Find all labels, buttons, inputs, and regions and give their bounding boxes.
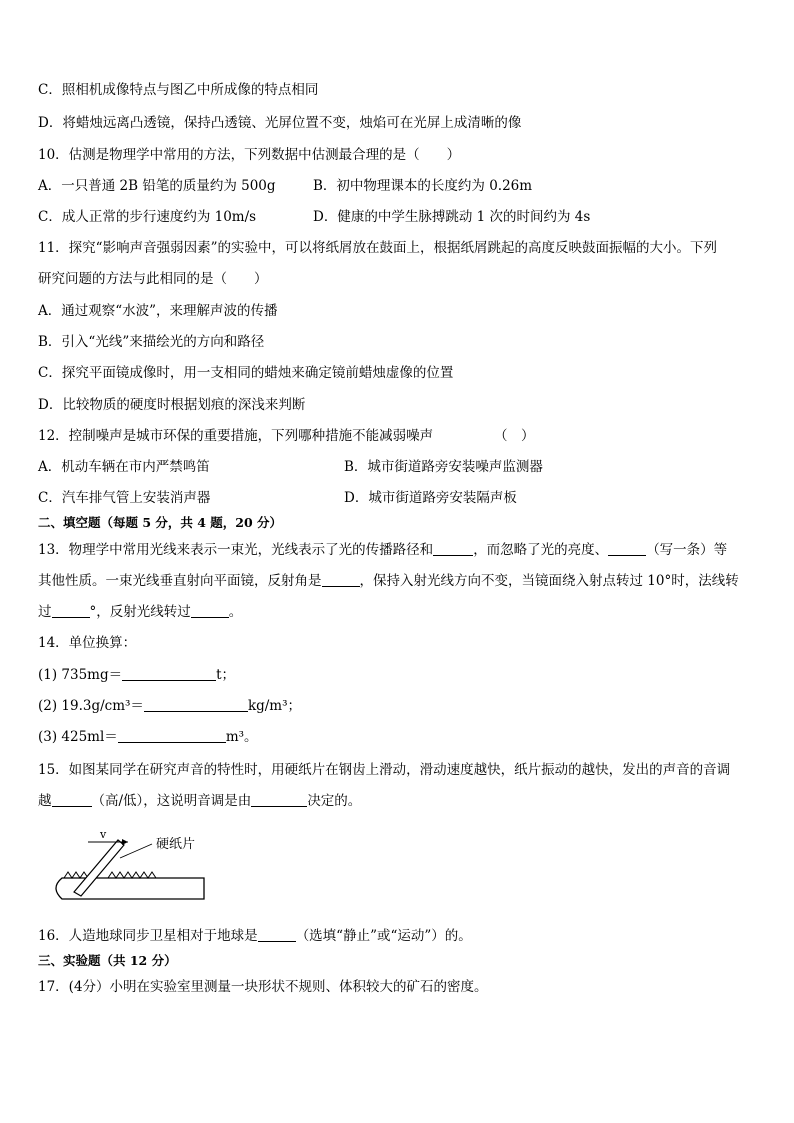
q11-stem-line1: 11．探究“影响声音强弱因素”的实验中，可以将纸屑放在鼓面上，根据纸屑跳起的高度反映鼓面振幅的大小。下列	[38, 240, 717, 256]
q12-option-c: C．汽车排气管上安装消声器	[38, 490, 211, 506]
q14-text: kg/m³；	[247, 698, 302, 714]
q13-line2	[38, 572, 739, 590]
comb-cardboard-figure	[44, 826, 214, 906]
q10-option-c: C．成人正常的步行速度约为 10m/s	[38, 209, 257, 225]
q14-text: m³。	[225, 729, 258, 745]
q10-option-a: A．一只普通 2B 铅笔的质量约为 500g	[38, 178, 276, 194]
comb-teeth-left	[64, 872, 88, 878]
q13-line3	[38, 603, 242, 621]
q11-stem-line2: 研究问题的方法与此相同的是（ ）	[38, 271, 268, 287]
q9-option-d: D．将蜡烛远离凸透镜，保持凸透镜、光屏位置不变，烛焰可在光屏上成清晰的像	[38, 115, 522, 131]
q13-text: 其他性质。一束光线垂直射向平面镜，反射角是	[38, 573, 322, 589]
q17-stem: 17．(4分）小明在实验室里测量一块形状不规则、体积较大的矿石的密度。	[38, 979, 488, 995]
answer-blank[interactable]	[258, 927, 296, 942]
q10-option-d: D．健康的中学生脉搏跳动 1 次的时间约为 4s	[313, 209, 591, 225]
q11-option-a: A．通过观察“水波”，来理解声波的传播	[38, 303, 278, 319]
q13-text: 13．物理学中常用光线来表示一束光，光线表示了光的传播路径和	[38, 542, 434, 558]
section-heading-experiment: 三、实验题（共 12 分）	[38, 953, 177, 968]
answer-blank[interactable]	[52, 792, 92, 807]
answer-blank[interactable]	[118, 728, 226, 743]
answer-blank[interactable]	[251, 792, 307, 807]
q15-line2	[38, 792, 361, 810]
q12-option-a: A．机动车辆在市内严禁鸣笛	[38, 459, 210, 475]
q10-option-b: B．初中物理课本的长度约为 0.26m	[313, 178, 533, 194]
answer-blank[interactable]	[122, 666, 216, 681]
q13-text: （写一条）等	[646, 542, 728, 558]
q13-line1	[38, 541, 727, 559]
q14-text: (1) 735mg＝	[38, 667, 123, 683]
velocity-arrowhead	[122, 839, 128, 845]
q14-item3	[38, 728, 258, 746]
q16-line	[38, 927, 472, 945]
q14-text: t；	[216, 667, 236, 683]
cardboard-strip	[74, 840, 124, 896]
cardboard-label: 硬纸片	[156, 837, 196, 852]
answer-blank[interactable]	[144, 697, 248, 712]
label-leader-line	[120, 844, 152, 858]
q15-text: （高/低），这说明音调是由	[91, 793, 252, 809]
q14-item2	[38, 697, 301, 715]
q11-option-d: D．比较物质的硬度时根据划痕的深浅来判断	[38, 397, 306, 413]
q11-option-c: C．探究平面镜成像时，用一支相同的蜡烛来确定镜前蜡烛虚像的位置	[38, 365, 454, 381]
q13-text: ，保持入射光线方向不变，当镜面绕入射点转过 10°时，法线转	[359, 573, 739, 589]
q13-text: ，而忽略了光的亮度、	[473, 542, 609, 558]
q10-stem: 10．估测是物理学中常用的方法，下列数据中估测最合理的是（ ）	[38, 147, 461, 163]
q9-option-c: C．照相机成像特点与图乙中所成像的特点相同	[38, 82, 319, 98]
q13-text: 过	[38, 604, 52, 620]
q15-text: 决定的。	[307, 793, 362, 809]
q15-text: 越	[38, 793, 52, 809]
q12-option-d: D．城市街道路旁安装隔声板	[344, 490, 517, 506]
answer-blank[interactable]	[322, 572, 360, 587]
answer-blank[interactable]	[191, 603, 229, 618]
q12-answer-paren: （ ）	[494, 428, 535, 444]
comb-teeth-right	[108, 872, 156, 878]
answer-blank[interactable]	[433, 541, 473, 556]
q14-text: (2) 19.3g/cm³＝	[38, 698, 144, 714]
answer-blank[interactable]	[608, 541, 646, 556]
q14-stem: 14．单位换算：	[38, 635, 137, 651]
section-heading-fill-in: 二、填空题（每题 5 分，共 4 题，20 分）	[38, 515, 283, 530]
q14-item1	[38, 666, 235, 684]
q12-stem: 12．控制噪声是城市环保的重要措施，下列哪种措施不能减弱噪声	[38, 428, 434, 444]
answer-blank[interactable]	[52, 603, 90, 618]
q16-text: 16．人造地球同步卫星相对于地球是	[38, 928, 258, 944]
q16-text: （选填“静止”或“运动”）的。	[295, 928, 472, 944]
q12-option-b: B．城市街道路旁安装噪声监测器	[344, 459, 543, 475]
q13-text: 。	[228, 604, 243, 620]
q15-line1: 15．如图某同学在研究声音的特性时，用硬纸片在钢齿上滑动，滑动速度越快，纸片振动的越快，发出的声音的音调	[38, 762, 731, 778]
q11-option-b: B．引入“光线”来描绘光的方向和路径	[38, 334, 265, 350]
q13-text: °，反射光线转过	[89, 604, 191, 620]
velocity-label: v	[100, 828, 107, 841]
q14-text: (3) 425ml＝	[38, 729, 118, 745]
